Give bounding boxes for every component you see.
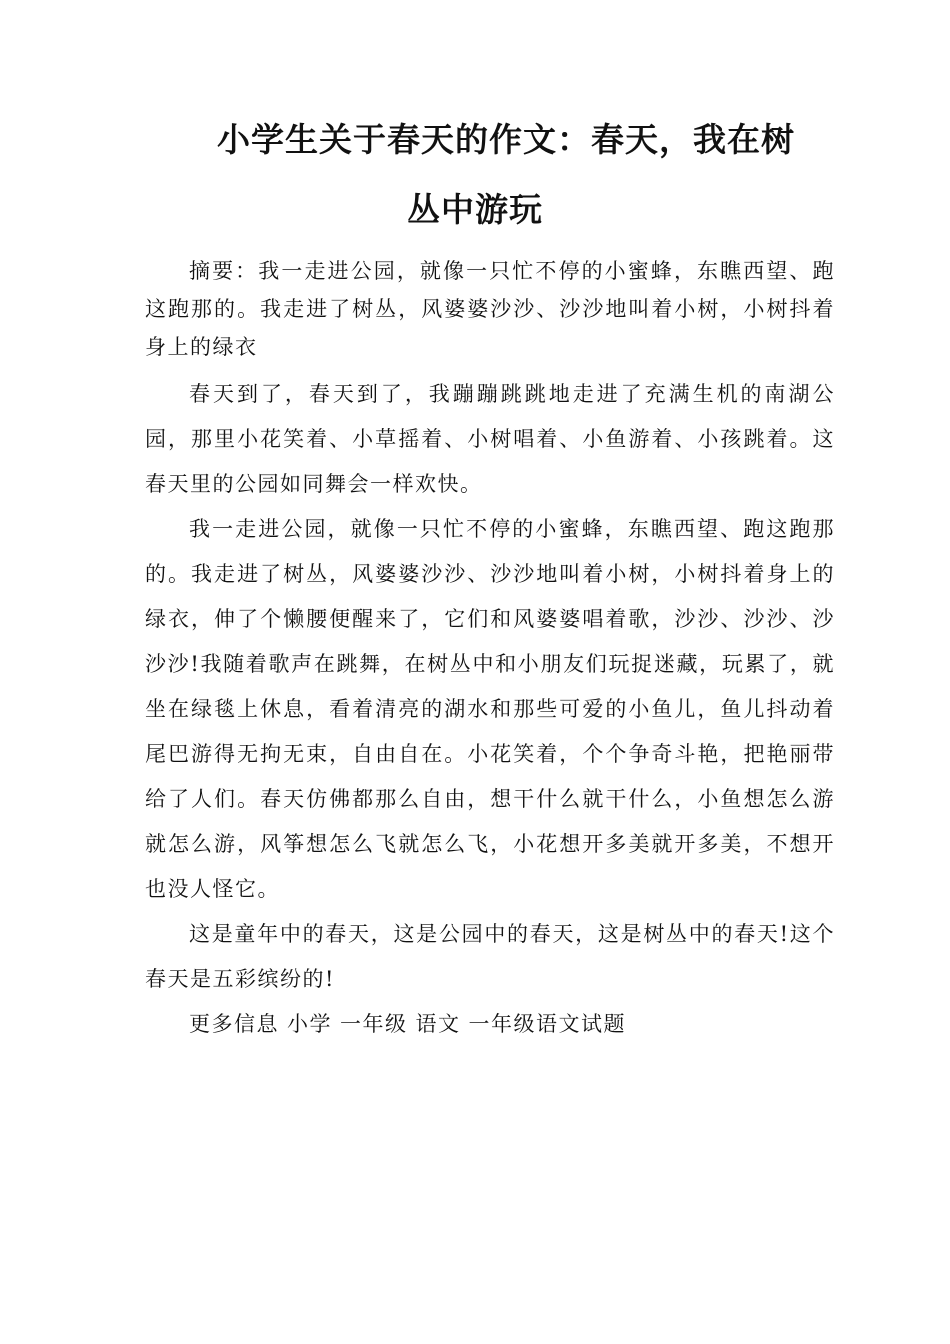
body-paragraph-2: 我一走进公园，就像一只忙不停的小蜜蜂，东瞧西望、跑这跑那的。我走进了树丛，风婆婆沙沙、沙沙地叫着小树，小树抖着身上的绿衣，伸了个懒腰便醒来了，它们和风婆婆唱着歌，沙沙、沙沙、沙沙沙!我随着歌声在跳舞，在树丛中和小朋友们玩捉迷藏，玩累了，就坐在绿毯上休息，看着清亮的湖水和那些可爱的小鱼儿，鱼儿抖动着尾巴游得无拘无束，自由自在。小花笑着，个个争奇斗艳，把艳丽带给了人们。春天仿佛都那么自由，想干什么就干什么，小鱼想怎么游就怎么游，风筝想怎么飞就怎么飞，小花想开多美就开多美，不想开也没人怪它。 — [145, 517, 835, 901]
tag-link-4[interactable]: 一年级语文试题 — [468, 1012, 626, 1036]
body-paragraph-1: 春天到了，春天到了，我蹦蹦跳跳地走进了充满生机的南湖公园，那里小花笑着、小草摇着、小树唱着、小鱼游着、小孩跳着。这春天里的公园如同舞会一样欢快。 — [145, 382, 835, 496]
tag-link-2[interactable]: 一年级 — [340, 1012, 408, 1036]
summary-paragraph: 摘要：我一走进公园，就像一只忙不停的小蜜蜂，东瞧西望、跑这跑那的。我走进了树丛，风婆婆沙沙、沙沙地叫着小树，小树抖着身上的绿衣 — [145, 259, 835, 359]
tag-link-1[interactable]: 小学 — [287, 1012, 332, 1036]
body-paragraph-3: 这是童年中的春天，这是公园中的春天，这是树丛中的春天!这个春天是五彩缤纷的! — [145, 922, 835, 991]
document-title-line-1: 小学生关于春天的作文：春天，我在树 — [217, 120, 795, 159]
more-info-label: 更多信息 — [189, 1012, 279, 1036]
tag-link-3[interactable]: 语文 — [415, 1012, 461, 1036]
document-body — [145, 252, 835, 1047]
document-title-line-2: 丛中游玩 — [407, 190, 543, 229]
more-info-line — [145, 1002, 835, 1047]
